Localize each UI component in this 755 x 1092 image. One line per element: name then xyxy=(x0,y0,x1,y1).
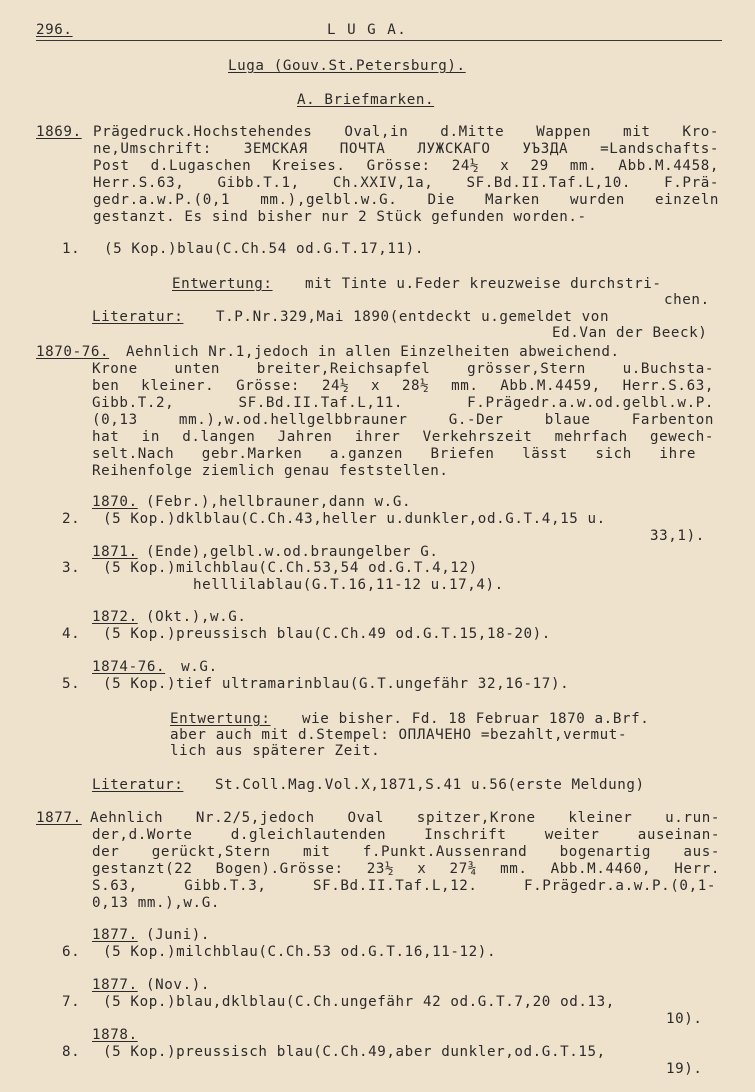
stamp-description: (5 Kop.)milchblau(C.Ch.53 od.G.T.16,11-12). xyxy=(103,944,497,960)
stamp-number: 1. xyxy=(62,241,81,257)
stamp-description: 19). xyxy=(666,1061,703,1077)
page-title: Luga (Gouv.St.Petersburg). xyxy=(228,58,466,74)
stamp-description: (5 Kop.)blau,dklblau(C.Ch.ungefähr 42 od.G.T.7,20 od.13, xyxy=(103,994,615,1010)
page-number: 296. xyxy=(36,22,73,38)
entwertung-label: Entwertung: xyxy=(172,276,273,292)
stamp-number: 3. xyxy=(62,560,81,576)
issue-text-line: Gibb.T.2, SF.Bd.II.Taf.L,11. F.Prägedr.a.w.od.gelbl.w.P. xyxy=(92,395,714,411)
issue-text-line: S.63, Gibb.T.3, SF.Bd.II.Taf.L,12. F.Prägedr.a.w.P.(0,1- xyxy=(92,878,716,894)
stamp-number: 6. xyxy=(62,944,81,960)
stamp-description: (5 Kop.)dklblau(C.Ch.43,heller u.dunkler,od.G.T.4,15 u. xyxy=(103,511,606,527)
group-date-detail: (Juni). xyxy=(146,927,210,943)
stamp-number: 8. xyxy=(62,1044,81,1060)
group-date: 1874-76. xyxy=(92,659,166,675)
entwertung-text: lich aus späterer Zeit. xyxy=(170,743,381,759)
stamp-number: 7. xyxy=(62,994,81,1010)
issue-text-line: Herr.S.63, Gibb.T.1, Ch.XXIV,1a, SF.Bd.II.Taf.L,10. F.Prä- xyxy=(93,175,719,191)
entwertung-label: Entwertung: xyxy=(170,711,271,727)
group-date-detail: w.G. xyxy=(172,659,218,675)
group-date: 1872. xyxy=(92,609,138,625)
literatur-label: Literatur: xyxy=(92,777,184,793)
group-date: 1877. xyxy=(92,927,138,943)
literatur-text: Ed.Van der Beeck) xyxy=(552,325,708,341)
issue-text-line: gedr.a.w.P.(0,1 mm.),gelbl.w.G. Die Marken wurden einzeln xyxy=(93,192,719,208)
entwertung-text: wie bisher. Fd. 18 Februar 1870 a.Brf. xyxy=(302,711,650,727)
issue-text-line: Aehnlich Nr.2/5,jedoch Oval spitzer,Krone kleiner u.run- xyxy=(90,810,720,826)
stamp-description: 33,1). xyxy=(650,528,705,544)
issue-text-line: (0,13 mm.),w.od.hellgelbbrauner G.-Der blaue Farbenton xyxy=(92,412,714,428)
entwertung-text: mit Tinte u.Feder kreuzweise durchstri- xyxy=(305,276,662,292)
issue-text-line: ben kleiner. Grösse: 24½ x 28½ mm. Abb.M.4459, Herr.S.63, xyxy=(92,378,714,394)
issue-text-line: Aehnlich Nr.1,jedoch in allen Einzelheiten abweichend. xyxy=(126,344,620,360)
issue-text-line: der,d.Worte d.gleichlautenden Inschrift weiter auseinan- xyxy=(92,827,720,843)
literatur-text: St.Coll.Mag.Vol.X,1871,S.41 u.56(erste Meldung) xyxy=(215,777,645,793)
entwertung-text: chen. xyxy=(664,292,710,308)
issue-text-line: 0,13 mm.),w.G. xyxy=(92,895,220,911)
group-date-detail: (Okt.),w.G. xyxy=(146,609,247,625)
stamp-description: (5 Kop.)milchblau(C.Ch.53,54 od.G.T.4,12) xyxy=(103,560,478,576)
issue-text-line: Prägedruck.Hochstehendes Oval,in d.Mitte Wappen mit Kro- xyxy=(93,124,719,140)
group-date-detail: (Ende),gelbl.w.od.braungelber G. xyxy=(146,544,439,560)
group-date: 1878. xyxy=(92,1027,138,1043)
issue-text-line: Krone unten breiter,Reichsapfel grösser,Stern u.Buchsta- xyxy=(92,361,714,377)
issue-text-line: ne,Umschrift: ЗЕМСКАЯ ПОЧТА ЛУЖСКАГО УЪЗДА =Landschafts- xyxy=(93,141,719,157)
issue-text-line: Post d.Lugaschen Kreises. Grösse: 24½ x 29 mm. Abb.M.4458, xyxy=(93,158,719,174)
stamp-number: 4. xyxy=(62,626,81,642)
running-title: L U G A. xyxy=(327,22,408,38)
issue-text-line: gestanzt. Es sind bisher nur 2 Stück gefunden worden.- xyxy=(93,209,587,225)
issue-text-line: hat in d.langen Jahren ihrer Verkehrszeit mehrfach gewech- xyxy=(92,429,714,445)
stamp-description: 10). xyxy=(666,1011,703,1027)
group-date: 1877. xyxy=(92,977,138,993)
group-date: 1871. xyxy=(92,544,138,560)
issue-year: 1869. xyxy=(36,124,82,140)
issue-text-line: der gerückt,Stern mit f.Punkt.Aussenrand bogenartig aus- xyxy=(92,844,720,860)
stamp-description: helllilablau(G.T.16,11-12 u.17,4). xyxy=(193,577,504,593)
issue-text-line: selt.Nach gebr.Marken a.ganzen Briefen lässt sich ihre xyxy=(92,446,696,462)
stamp-description: (5 Kop.)tief ultramarinblau(G.T.ungefähr 32,16-17). xyxy=(103,676,570,692)
literatur-label: Literatur: xyxy=(92,309,184,325)
stamp-description: (5 Kop.)blau(C.Ch.54 od.G.T.17,11). xyxy=(104,241,424,257)
issue-year: 1870-76. xyxy=(36,344,110,360)
issue-text-line: Reihenfolge ziemlich genau feststellen. xyxy=(92,463,449,479)
group-date-detail: (Febr.),hellbrauner,dann w.G. xyxy=(146,494,412,510)
issue-text-line: gestanzt(22 Bogen).Grösse: 23½ x 27¾ mm. Abb.M.4460, Herr. xyxy=(92,861,720,877)
entwertung-text: aber auch mit d.Stempel: ОПЛАЧЕНО =bezahlt,vermut- xyxy=(170,727,628,743)
group-date: 1870. xyxy=(92,494,138,510)
stamp-number: 5. xyxy=(62,676,81,692)
issue-year: 1877. xyxy=(36,810,82,826)
section-heading: A. Briefmarken. xyxy=(297,92,435,108)
stamp-description: (5 Kop.)preussisch blau(C.Ch.49,aber dunkler,od.G.T.15, xyxy=(103,1044,606,1060)
stamp-number: 2. xyxy=(62,511,81,527)
header-rule xyxy=(36,40,722,41)
group-date-detail: (Nov.). xyxy=(146,977,210,993)
stamp-description: (5 Kop.)preussisch blau(C.Ch.49 od.G.T.15,18-20). xyxy=(103,626,551,642)
literatur-text: T.P.Nr.329,Mai 1890(entdeckt u.gemeldet von xyxy=(216,309,610,325)
